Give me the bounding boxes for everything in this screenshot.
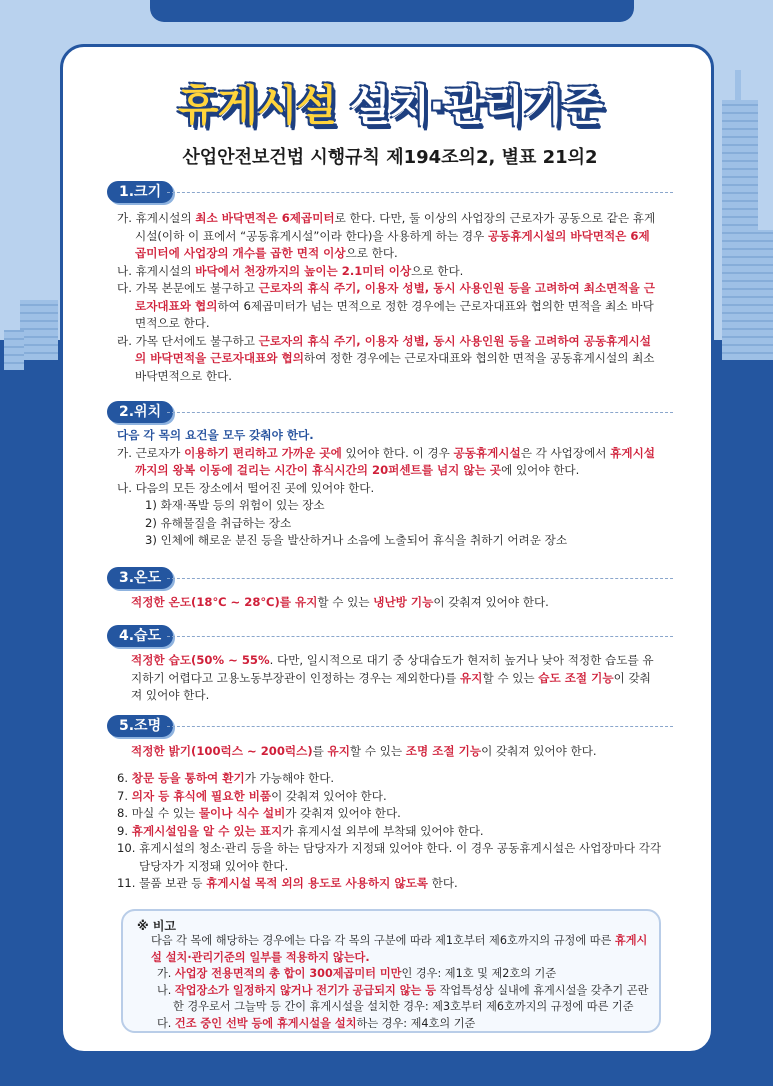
- building-left-1: [20, 300, 58, 360]
- note-body: [151, 933, 651, 1032]
- section-temperature-header: [107, 567, 673, 589]
- section-size-label: 1.크기: [107, 181, 173, 203]
- title-main: 설치·관리기준: [349, 81, 603, 130]
- section-humidity-header: [107, 625, 673, 647]
- size-item-ga: 가. 휴게시설의 최소 바닥면적은 6제곱미터로 한다. 다만, 둘 이상의 사업장의 근로자가 공동으로 같은 휴게시설(이하 이 표에서 “공동휴게시설”이라 한다)을 사용하게 하는 경우 공동휴게시설의 바닥면적은 6제곱미터에 사업장의 개수를 곱한 면적 이상으로 한다.: [117, 211, 656, 260]
- section-lighting-body: 적정한 밝기(100럭스 ~ 200럭스)를 유지할 수 있는 조명 조절 기능이 갖춰져 있어야 한다.: [131, 744, 597, 758]
- section-lighting-header: [107, 715, 673, 737]
- note-item-na: 나. 작업장소가 일정하지 않거나 전기가 공급되지 않는 등 작업특성상 실내에 휴게시설을 갖추기 곤란한 경우로서 그늘막 등 간이 휴게시설을 설치한 경우: 제3호부터 제6호까지의 규정에 따른 기준: [157, 983, 649, 1013]
- note-title: ※ 비고: [137, 919, 177, 933]
- location-item-ga: 가. 근로자가 이용하기 편리하고 가까운 곳에 있어야 한다. 이 경우 공동휴게시설은 각 사업장에서 휴게시설까지의 왕복 이동에 걸리는 시간이 휴식시간의 20퍼센트를 넘지 않는 곳에 있어야 한다.: [117, 445, 655, 477]
- section-size-body: [117, 210, 657, 385]
- section-location-label: 2.위치: [107, 401, 173, 423]
- list-item: 10. 휴게시설의 청소·관리 등을 하는 담당자가 지정돼 있어야 한다. 이 경우 공동휴게시설은 사업장마다 각각 담당자가 지정돼 있어야 한다.: [117, 841, 662, 873]
- section-location-body: [117, 427, 657, 550]
- location-intro: 다음 각 목의 요건을 모두 갖춰야 한다.: [117, 428, 314, 442]
- note-intro: 다음 각 목에 해당하는 경우에는 다음 각 목의 구분에 따라 제1호부터 제6호까지의 규정에 따른 휴게시설 설치·관리기준의 일부를 적용하지 않는다.: [151, 934, 648, 964]
- section-humidity-label: 4.습도: [107, 625, 173, 647]
- document-card: [60, 44, 714, 1054]
- section-divider: [167, 636, 673, 637]
- building-antenna: [735, 70, 741, 102]
- section-divider: [167, 578, 673, 579]
- section-divider: [167, 412, 673, 413]
- list-item: 8. 마실 수 있는 물이나 식수 설비가 갖춰져 있어야 한다.: [117, 806, 401, 820]
- building-right-2: [752, 230, 773, 360]
- list-item: 11. 물품 보관 등 휴게시설 목적 외의 용도로 사용하지 않도록 한다.: [117, 876, 458, 890]
- section-temperature-label: 3.온도: [107, 567, 173, 589]
- location-subitem: 2) 유해물질을 취급하는 장소: [145, 515, 292, 530]
- location-subitem: 1) 화재·폭발 등의 위험이 있는 장소: [145, 498, 325, 512]
- size-item-da: 다. 가목 본문에도 불구하고 근로자의 휴식 주기, 이용자 성별, 동시 사용인원 등을 고려하여 최소면적을 근로자대표와 협의하여 6제곱미터가 넘는 면적으로 정한 경우에는 근로자대표와 협의한 면적을 최소 바닥면적으로 한다.: [117, 281, 655, 330]
- location-item-na: 나. 다음의 모든 장소에서 떨어진 곳에 있어야 한다.: [117, 480, 375, 495]
- top-decoration: [150, 0, 634, 22]
- note-item-ga: 가. 사업장 전용면적의 총 합이 300제곱미터 미만인 경우: 제1호 및 제2호의 기준: [157, 967, 557, 980]
- size-item-na: 나. 휴게시설의 바닥에서 천장까지의 높이는 2.1미터 이상으로 한다.: [117, 263, 464, 278]
- note-item-da: 다. 건조 중인 선박 등에 휴게시설을 설치하는 경우: 제4호의 기준: [157, 1016, 476, 1030]
- section-lighting-label: 5.조명: [107, 715, 173, 737]
- section-divider: [167, 726, 673, 727]
- list-item: 6. 창문 등을 통하여 환기가 가능해야 한다.: [117, 771, 335, 785]
- numbered-list: [117, 770, 663, 893]
- page-title: [177, 81, 603, 130]
- size-item-ra: 라. 가목 단서에도 불구하고 근로자의 휴식 주기, 이용자 성별, 동시 사용인원 등을 고려하여 공동휴게시설의 바닥면적을 근로자대표와 협의하여 정한 경우에는 근로자대표와 협의한 면적을 공동휴게시설의 최소 바닥면적으로 한다.: [117, 333, 655, 383]
- section-temperature-body: 적정한 온도(18℃ ~ 28℃)를 유지할 수 있는 냉난방 기능이 갖춰져 있어야 한다.: [131, 595, 549, 609]
- location-sublist: [117, 497, 657, 550]
- title-wrap: [63, 81, 717, 130]
- section-humidity-body: 적정한 습도(50% ~ 55%. 다만, 일시적으로 대기 중 상대습도가 현저히 높거나 낮아 적정한 습도를 유지하기 어렵다고 고용노동부장관이 인정하는 경우는 제외한다)를 유지할 수 있는 습도 조절 기능이 갖춰져 있어야 한다.: [131, 653, 654, 702]
- section-location-header: [107, 401, 673, 423]
- note-box: [121, 909, 661, 1033]
- section-divider: [167, 192, 673, 193]
- title-highlight: 휴게시설: [177, 81, 337, 130]
- location-subitem: 3) 인체에 해로운 분진 등을 발산하거나 소음에 노출되어 휴식을 취하기 어려운 장소: [145, 533, 568, 547]
- page-subtitle: 산업안전보건법 시행규칙 제194조의2, 별표 21의2: [182, 147, 598, 168]
- building-left-2: [4, 330, 24, 370]
- section-size-header: [107, 181, 673, 203]
- list-item: 9. 휴게시설임을 알 수 있는 표지가 휴게시설 외부에 부착돼 있어야 한다.: [117, 823, 484, 838]
- list-item: 7. 의자 등 휴식에 필요한 비품이 갖춰져 있어야 한다.: [117, 788, 387, 803]
